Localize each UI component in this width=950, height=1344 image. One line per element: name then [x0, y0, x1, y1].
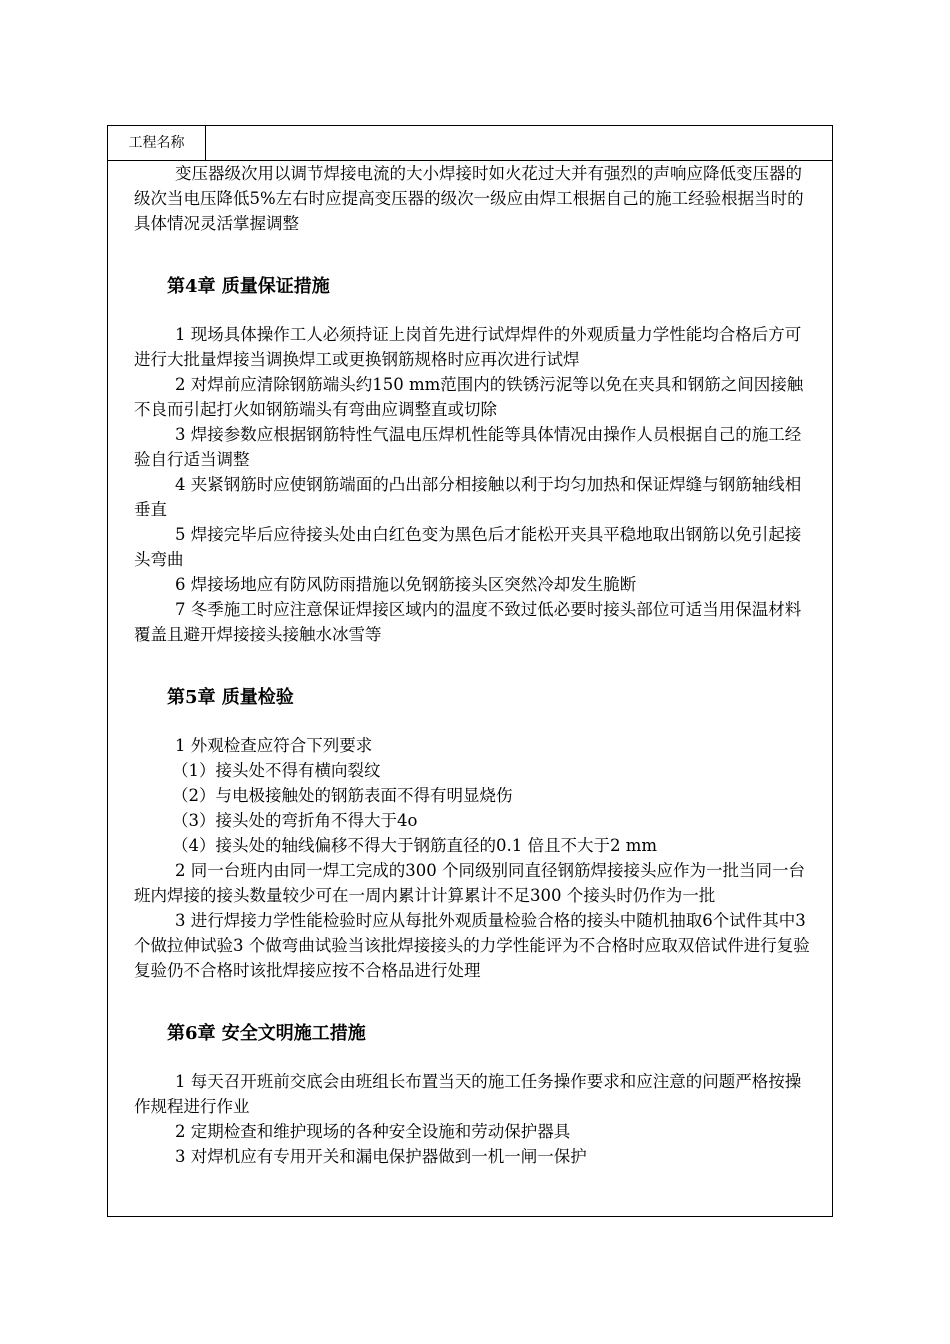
- chapter-4-item: 3 焊接参数应根据钢筋特性气温电压焊机性能等具体情况由操作人员根据自己的施工经验自行适当调整: [134, 425, 802, 469]
- chapter-6-item: 2 定期检查和维护现场的各种安全设施和劳动保护器具: [175, 1122, 571, 1141]
- chapter-5-item: 3 进行焊接力学性能检验时应从每批外观质量检验合格的接头中随机抽取6个试件其中3 个做拉伸试验3 个做弯曲试验当该批焊接接头的力学性能评为不合格时应取双倍试件进行复验复验仍不合格时该批焊接应按不合格品进行处理: [134, 911, 810, 980]
- chapter-4-item: 4 夹紧钢筋时应使钢筋端面的凸出部分相接触以利于均匀加热和保证焊缝与钢筋轴线相垂直: [134, 475, 802, 519]
- document-body: [134, 161, 810, 1169]
- chapter-4-item: 5 焊接完毕后应待接头处由白红色变为黑色后才能松开夹具平稳地取出钢筋以免引起接头弯曲: [134, 525, 802, 569]
- chapter-5-subitem: （4）接头处的轴线偏移不得大于钢筋直径的0.1 倍且不大于2 mm: [172, 836, 658, 855]
- header-row: [108, 126, 832, 161]
- intro-paragraph: 变压器级次用以调节焊接电流的大小焊接时如火花过大并有强烈的声响应降低变压器的级次当电压降低5%左右时应提高变压器的级次一级应由焊工根据自己的施工经验根据当时的具体情况灵活掌握调整: [134, 164, 804, 233]
- project-name-label: 工程名称: [108, 126, 206, 160]
- chapter-4-item: 1 现场具体操作工人必须持证上岗首先进行试焊焊件的外观质量力学性能均合格后方可进行大批量焊接当调换焊工或更换钢筋规格时应再次进行试焊: [134, 325, 802, 369]
- chapter-5-subitem: （1）接头处不得有横向裂纹: [172, 761, 381, 780]
- document-frame: [107, 125, 833, 1217]
- chapter-5-subitem: （2）与电极接触处的钢筋表面不得有明显烧伤: [172, 786, 513, 805]
- chapter-4-item: 6 焊接场地应有防风防雨措施以免钢筋接头区突然冷却发生脆断: [175, 575, 637, 594]
- chapter-4-title: 第4章 质量保证措施: [167, 276, 330, 297]
- chapter-5-item: 1 外观检查应符合下列要求: [175, 736, 373, 755]
- chapter-6-title: 第6章 安全文明施工措施: [167, 1023, 366, 1044]
- chapter-4-item: 7 冬季施工时应注意保证焊接区域内的温度不致过低必要时接头部位可适当用保温材料覆盖且避开焊接接头接触水冰雪等: [134, 600, 802, 644]
- chapter-5-subitem: （3）接头处的弯折角不得大于4o: [172, 811, 418, 830]
- chapter-4-item: 2 对焊前应清除钢筋端头约150 mm范围内的铁锈污泥等以免在夹具和钢筋之间因接触不良而引起打火如钢筋端头有弯曲应调整直或切除: [134, 375, 804, 419]
- chapter-6-item: 1 每天召开班前交底会由班组长布置当天的施工任务操作要求和应注意的问题严格按操作规程进行作业: [134, 1072, 802, 1116]
- chapter-6-item: 3 对焊机应有专用开关和漏电保护器做到一机一闸一保护: [175, 1147, 587, 1166]
- chapter-5-item: 2 同一台班内由同一焊工完成的300 个同级别同直径钢筋焊接接头应作为一批当同一台班内焊接的接头数量较少可在一周内累计计算累计不足300 个接头时仍作为一批: [134, 861, 805, 905]
- chapter-5-title: 第5章 质量检验: [167, 687, 294, 708]
